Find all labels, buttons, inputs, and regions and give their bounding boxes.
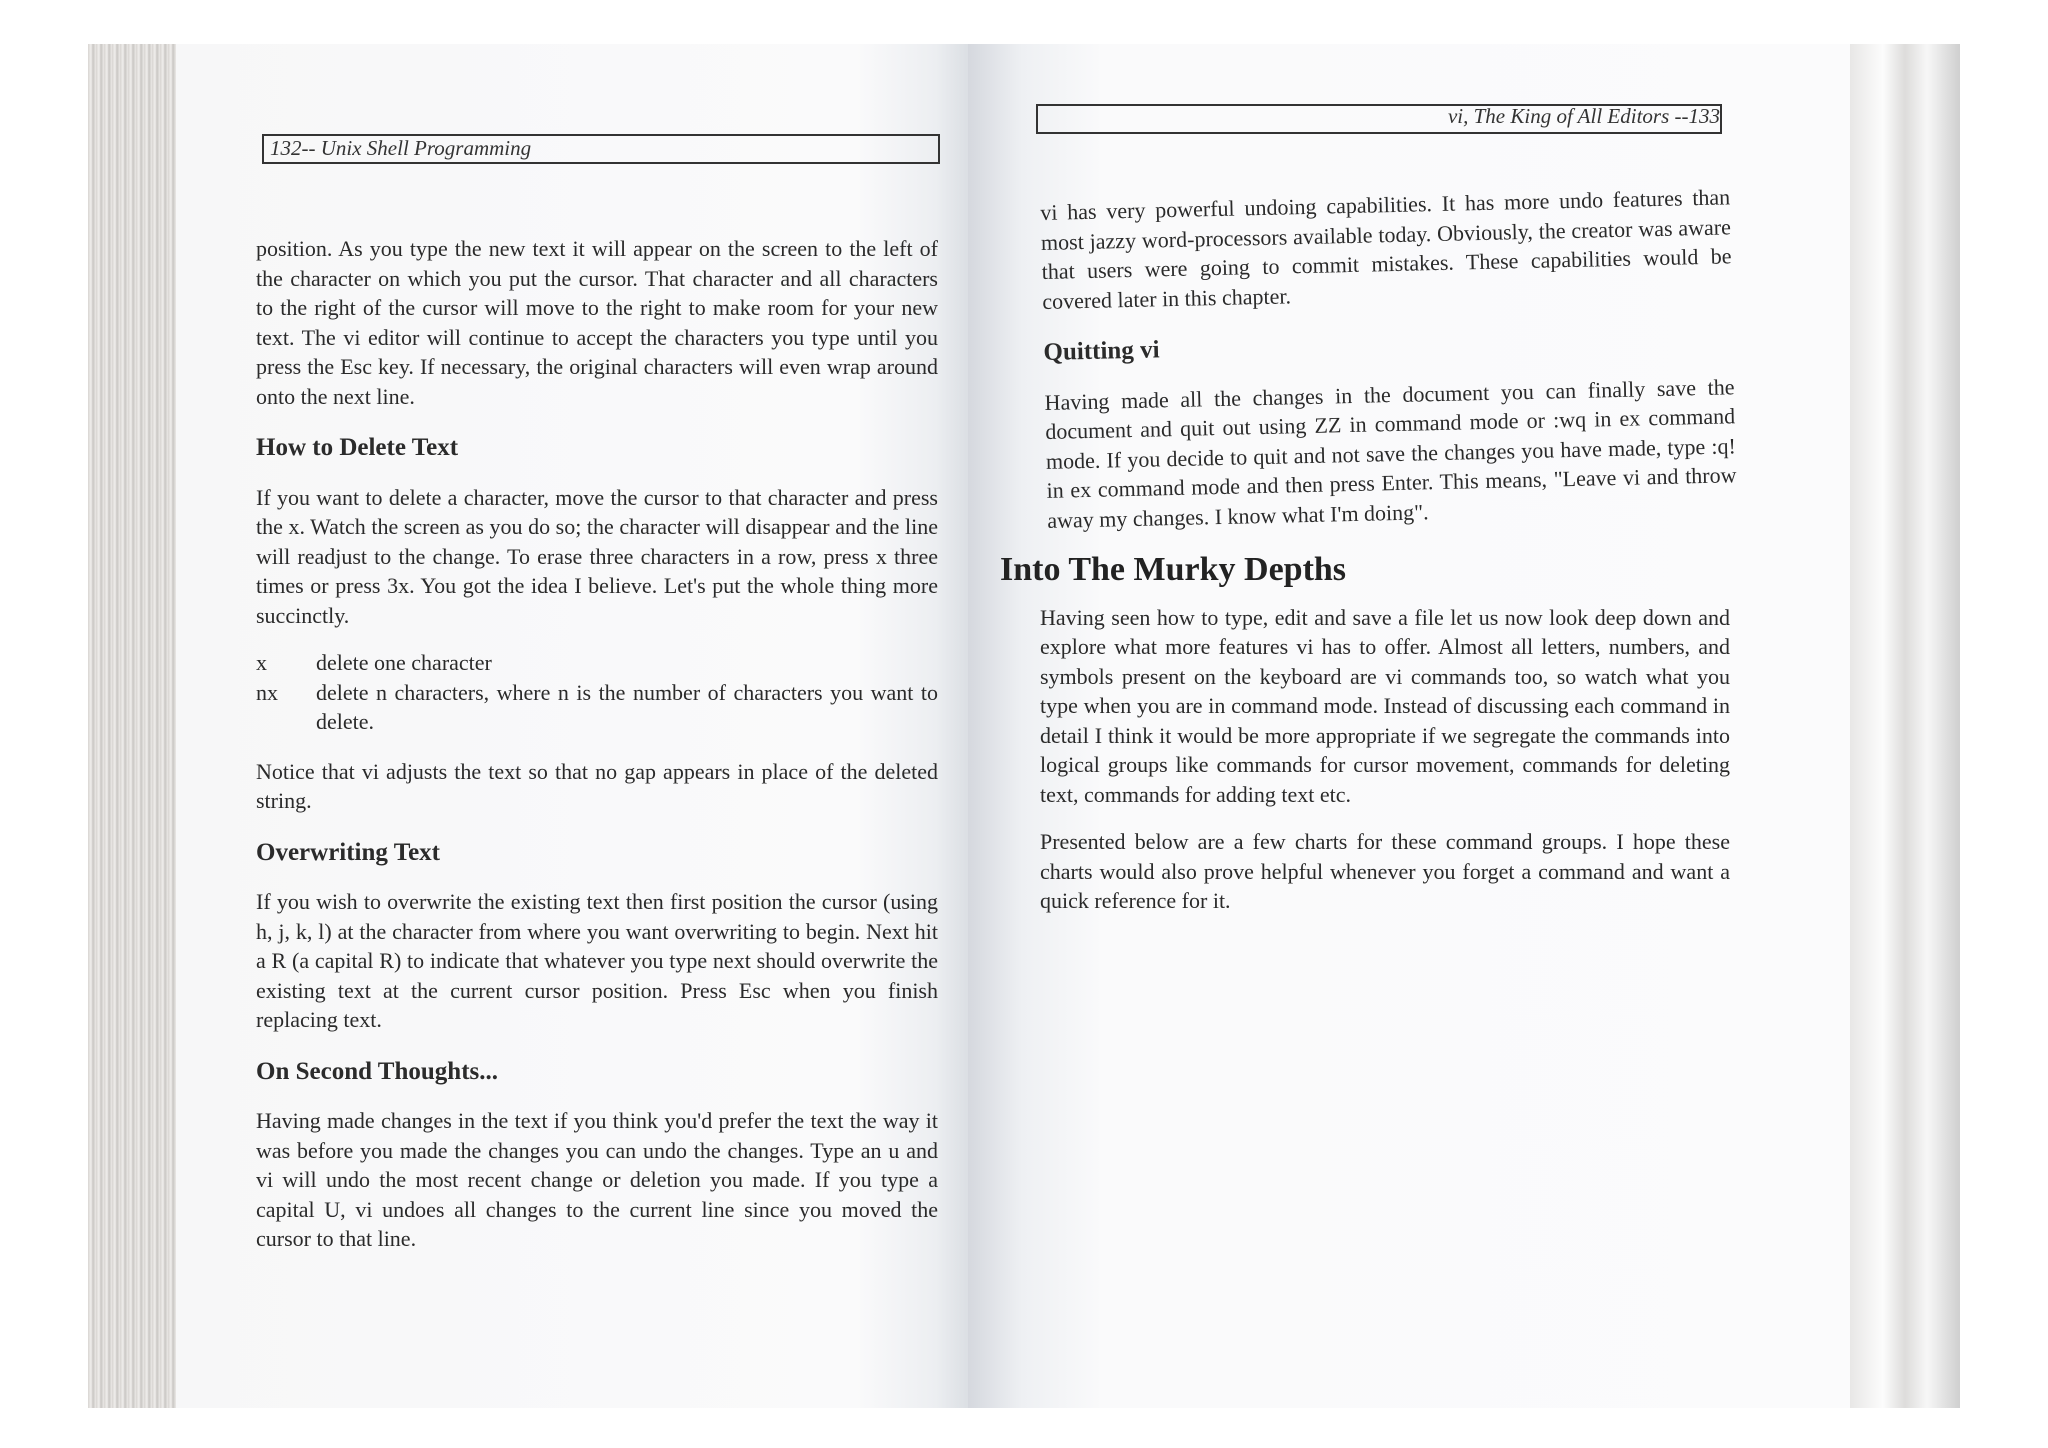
section-heading-delete: How to Delete Text: [256, 434, 459, 461]
paragraph: If you want to delete a character, move the cursor to that character and press the x. Watch the screen as you do so; the character will disappear and the line will readjust to the change. To erase three characters in a row, press x three times or press 3x. You got the idea I believe. Let's put the whole thing more succinctly.: [256, 484, 938, 628]
left-running-head: 132-- Unix Shell Programming: [270, 136, 532, 160]
left-page-edges: [88, 44, 178, 1408]
paragraph: Notice that vi adjusts the text so that no gap appears in place of the deleted string.: [256, 758, 938, 813]
right-page-edges: [1850, 44, 1960, 1408]
section-heading-overwrite: Overwriting Text: [256, 838, 441, 866]
paragraph: vi has very powerful undoing capabilities. It has more undo features than most jazzy word-processors available today. Obviously, the creator was aware that users were going to commit mistakes. These capabilities would be covered later in this chapter.: [1040, 184, 1732, 314]
right-page-body: [1000, 184, 1737, 934]
paragraph: Having made all the changes in the document you can finally save the document and quit out using ZZ in command mode or :wq in ex command mode. If you decide to quit and not save the changes you have made, type :q! in ex command mode and then press Enter. This means, "Leave vi and throw away my changes. I know what I'm doing".: [1044, 373, 1737, 533]
paragraph: Presented below are a few charts for these command groups. I hope these charts would also prove helpful whenever you forget a command and want a quick reference for it.: [1040, 829, 1730, 913]
chapter-section-heading-murky: Into The Murky Depths: [1000, 551, 1347, 588]
command-description: delete one character: [316, 650, 492, 675]
command-list: [256, 648, 938, 737]
command-description: delete n characters, where n is the number of characters you want to delete.: [316, 679, 938, 734]
paragraph: If you wish to overwrite the existing text then first position the cursor (using h, j, k, l) at the character from where you want overwriting to begin. Next hit a R (a capital R) to indicate that whatever you type next should overwrite the existing text at the current cursor position. Press Esc when you finish replacing text.: [256, 889, 938, 1032]
paragraph: Having made changes in the text if you think you'd prefer the text the way it was before you made the changes you can undo the changes. Type an u and vi will undo the most recent change or deletion you made. If you type a capital U, vi undoes all changes to the current line since you moved the cursor to that line.: [256, 1108, 938, 1251]
section-heading-quitting: Quitting vi: [1043, 336, 1160, 366]
section-heading-second-thoughts: On Second Thoughts...: [256, 1057, 498, 1085]
command-row: [256, 678, 938, 737]
left-page-body: [256, 234, 938, 1272]
paragraph: position. As you type the new text it will appear on the screen to the left of the character on which you put the cursor. That character and all characters to the right of the cursor will move to the right to make room for your new text. The vi editor will continue to accept the characters you type until you press the Esc key. If necessary, the original characters will even wrap around onto the next line.: [256, 236, 938, 409]
right-running-head: vi, The King of All Editors --133: [1447, 104, 1720, 128]
command-key: nx: [256, 679, 278, 705]
command-key: x: [256, 650, 267, 675]
paragraph: Having seen how to type, edit and save a file let us now look deep down and explore what more features vi has to offer. Almost all letters, numbers, and symbols present on the keyboard are vi commands too, so watch what you type when you are in command mode. Instead of discussing each command in detail I think it would be more appropriate if we segregate the commands into logical groups like commands for cursor movement, commands for deleting text, commands for adding text etc.: [1040, 604, 1730, 807]
command-row: [256, 648, 938, 678]
tilted-text-block: [1040, 182, 1737, 535]
